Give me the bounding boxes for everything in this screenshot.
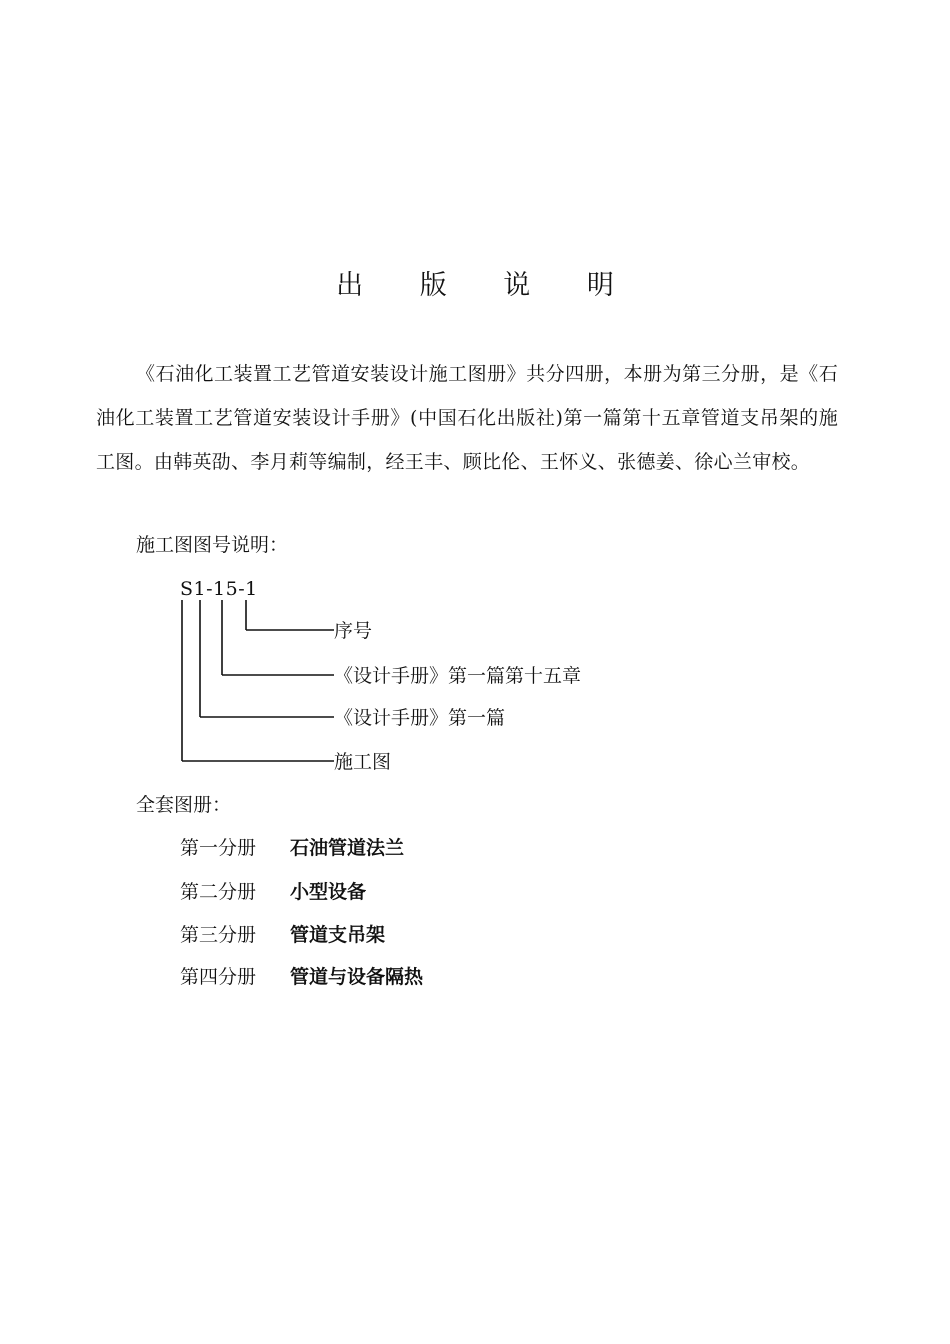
volume-row [180,920,385,950]
code-legend-serial: 序号 [334,620,373,642]
code-legend-chapter: 《设计手册》第一篇第十五章 [334,665,582,687]
intro-paragraph: 《石油化工装置工艺管道安装设计施工图册》共分四册，本册为第三分册，是《石油化工装置工艺管道安装设计手册》(中国石化出版社)第一篇第十五章管道支吊架的施工图。由韩英劭、李月莉等编制，经王丰、顾比伦、王怀义、张德姜、徐心兰审校。 [96,363,838,473]
drawing-code: S1-15-1 [180,578,258,600]
volume-name: 小型设备 [290,881,367,903]
drawing-number-heading: 施工图图号说明： [136,534,289,556]
volume-row [180,962,423,992]
code-legend-type: 施工图 [334,751,392,773]
volume-name: 管道与设备隔热 [290,966,424,988]
volume-row [180,833,404,863]
volume-name: 石油管道法兰 [290,837,405,859]
volume-row [180,877,366,907]
full-set-heading: 全套图册： [136,794,232,816]
volume-name: 管道支吊架 [290,924,386,946]
volume-number: 第二分册 [180,881,257,903]
volume-number: 第一分册 [180,837,257,859]
code-legend-part: 《设计手册》第一篇 [334,707,506,729]
volume-number: 第三分册 [180,924,257,946]
page-title: 出 版 说 明 [336,270,638,301]
volume-number: 第四分册 [180,966,257,988]
